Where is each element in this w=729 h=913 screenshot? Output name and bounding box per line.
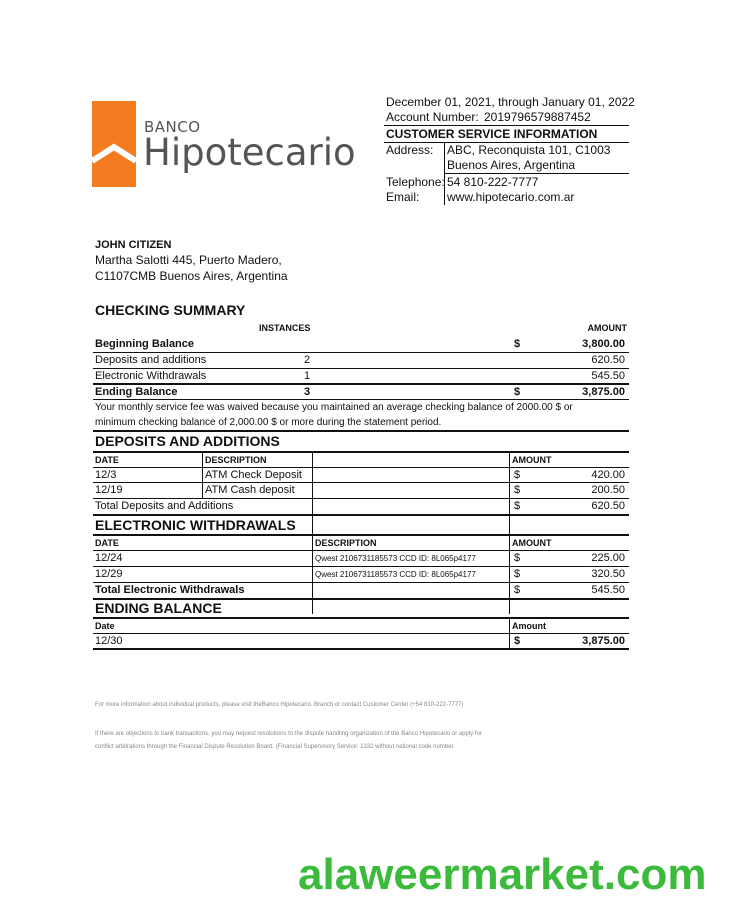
withdrawals-total-amount: 545.50 xyxy=(591,584,625,596)
summary-amount: 620.50 xyxy=(591,354,625,366)
address-line2: Buenos Aires, Argentina xyxy=(447,158,576,172)
summary-amount: 3,875.00 xyxy=(582,386,625,398)
divider xyxy=(93,430,629,432)
summary-amount: 545.50 xyxy=(591,370,625,382)
summary-label: Electronic Withdrawals xyxy=(95,370,207,382)
summary-instances: 1 xyxy=(304,370,311,382)
deposit-date: 12/3 xyxy=(95,469,117,481)
deposits-total-label: Total Deposits and Additions xyxy=(95,500,234,512)
withdrawals-total-label: Total Electronic Withdrawals xyxy=(95,584,245,596)
currency-symbol: $ xyxy=(514,469,521,481)
divider xyxy=(93,617,629,619)
divider xyxy=(312,451,313,614)
divider xyxy=(93,514,629,516)
col-amount: AMOUNT xyxy=(587,323,627,333)
address-line1: ABC, Reconquista 101, C1003 xyxy=(447,143,611,157)
customer-address-line2: C1107CMB Buenos Aires, Argentina xyxy=(95,269,288,283)
col-date: Date xyxy=(95,621,115,631)
currency-symbol: $ xyxy=(514,584,521,596)
divider xyxy=(93,399,629,400)
email-value: www.hipotecario.com.ar xyxy=(447,190,575,204)
divider xyxy=(93,534,629,536)
watermark: alaweermarket.com xyxy=(298,850,707,899)
divider xyxy=(93,648,629,650)
summary-label: Beginning Balance xyxy=(95,338,195,350)
withdrawal-description: Qwest 2106731185573 CCD ID: 8L065p4177 xyxy=(315,554,476,563)
divider xyxy=(93,451,629,453)
logo-mark-icon xyxy=(92,101,136,187)
col-description: DESCRIPTION xyxy=(205,455,267,465)
withdrawal-date: 12/29 xyxy=(95,568,123,580)
currency-symbol: $ xyxy=(514,500,521,512)
summary-label: Deposits and additions xyxy=(95,354,207,366)
deposit-amount: 200.50 xyxy=(591,484,625,496)
telephone-label: Telephone: xyxy=(386,175,445,189)
withdrawal-amount: 225.00 xyxy=(591,552,625,564)
deposit-description: ATM Check Deposit xyxy=(205,469,302,481)
email-label: Email: xyxy=(386,190,420,204)
service-fee-note: minimum checking balance of 2,000.00 $ or more during the statement period. xyxy=(95,417,442,428)
col-description: DESCRIPTION xyxy=(315,538,377,548)
col-date: DATE xyxy=(95,538,119,548)
summary-label: Ending Balance xyxy=(95,386,178,398)
service-fee-note: Your monthly service fee was waived because you maintained an average checking balance of 2000.00 $ or xyxy=(95,402,573,413)
customer-name: JOHN CITIZEN xyxy=(95,239,172,251)
logo-hipotecario-text: Hipotecario xyxy=(143,131,356,174)
col-amount: Amount xyxy=(512,621,546,631)
checking-summary-title: CHECKING SUMMARY xyxy=(95,302,246,318)
footer-info: For more information about individual products, please visit theBanco Hipotecario. Branch or contact Customer Center (+54 810-222-7777) xyxy=(95,702,464,708)
divider xyxy=(509,451,510,614)
col-amount: AMOUNT xyxy=(512,455,552,465)
currency-symbol: $ xyxy=(514,386,521,398)
currency-symbol: $ xyxy=(514,484,521,496)
currency-symbol: $ xyxy=(514,338,521,350)
customer-service-title: CUSTOMER SERVICE INFORMATION xyxy=(386,127,598,141)
customer-address-line1: Martha Salotti 445, Puerto Madero, xyxy=(95,253,282,267)
footer-disclaimer: If there are objections to bank transactions, you may request resolutions to the dispute handling organization of the Banco Hipotecario or apply for xyxy=(95,731,482,737)
currency-symbol: $ xyxy=(514,635,521,647)
telephone-value: 54 810-222-7777 xyxy=(447,175,539,189)
col-date: DATE xyxy=(95,455,119,465)
currency-symbol: $ xyxy=(514,568,521,580)
deposit-amount: 420.00 xyxy=(591,469,625,481)
withdrawal-amount: 320.50 xyxy=(591,568,625,580)
deposits-total-amount: 620.50 xyxy=(591,500,625,512)
withdrawals-title: ELECTRONIC WITHDRAWALS xyxy=(95,517,296,533)
divider xyxy=(202,451,203,498)
withdrawal-date: 12/24 xyxy=(95,552,123,564)
col-instances: INSTANCES xyxy=(259,323,311,333)
col-amount: AMOUNT xyxy=(512,538,552,548)
logo-banco-text: BANCO xyxy=(144,118,201,136)
currency-symbol: $ xyxy=(514,552,521,564)
account-label: Account Number: xyxy=(386,110,479,124)
deposit-description: ATM Cash deposit xyxy=(205,484,295,496)
bank-logo xyxy=(92,101,356,187)
ending-balance-title: ENDING BALANCE xyxy=(95,600,222,616)
statement-period: December 01, 2021, through January 01, 2022 xyxy=(386,95,635,109)
summary-amount: 3,800.00 xyxy=(582,338,625,350)
deposit-date: 12/19 xyxy=(95,484,123,496)
footer-disclaimer: conflict arbitrations through the Financial Dispute Resolution Board. (Financial Supervisory Service: 1332 without national code number. xyxy=(95,744,455,750)
deposits-title: DEPOSITS AND ADDITIONS xyxy=(95,433,280,449)
ending-date: 12/30 xyxy=(95,635,123,647)
summary-instances: 3 xyxy=(304,386,311,398)
withdrawal-description: Qwest 2106731185573 CCD ID: 8L065p4177 xyxy=(315,570,476,579)
summary-instances: 2 xyxy=(304,354,311,366)
ending-amount: 3,875.00 xyxy=(582,635,625,647)
address-label: Address: xyxy=(386,143,434,157)
account-number: 2019796579887452 xyxy=(484,110,591,124)
